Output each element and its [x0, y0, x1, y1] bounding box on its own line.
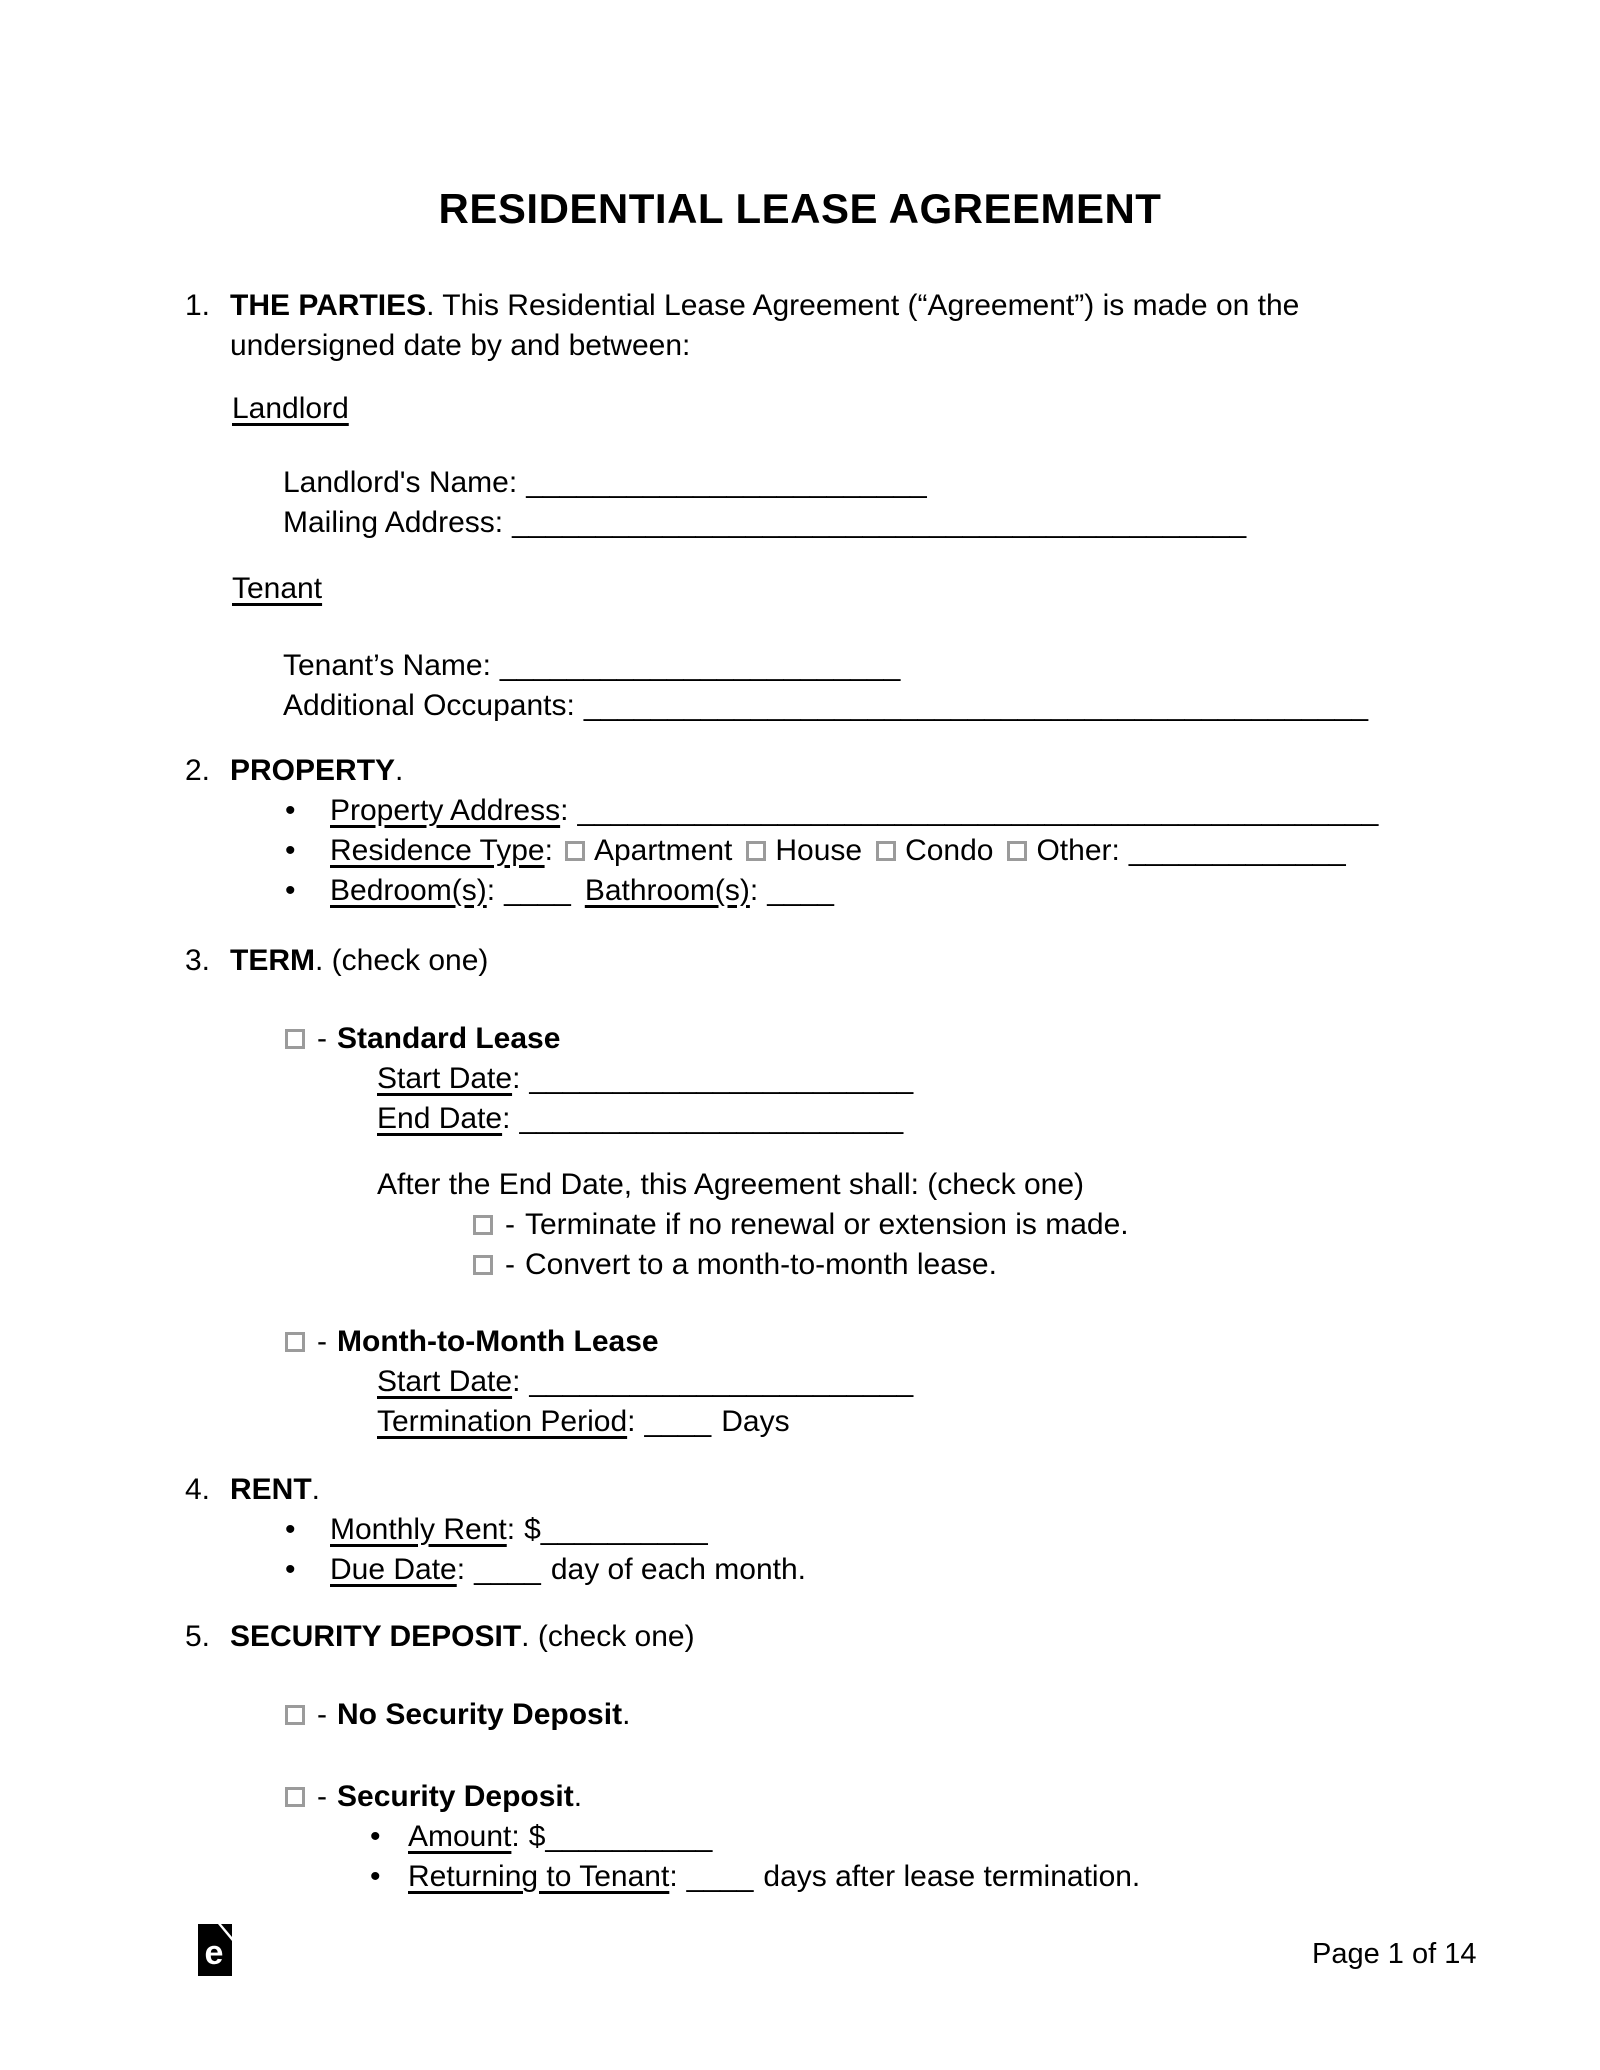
checkbox-icon	[473, 1255, 493, 1275]
amount-item	[370, 1817, 1600, 1857]
term-heading-text: TERM	[230, 944, 315, 977]
colon: :	[560, 794, 569, 827]
termination-period-row	[377, 1402, 1600, 1442]
tenant-name-row	[283, 646, 1600, 686]
residence-option-other: Other:	[1036, 834, 1120, 867]
terminate-option-label: Terminate if no renewal or extension is made.	[525, 1208, 1129, 1241]
colon: :	[482, 649, 491, 682]
landlord-name-label: Landlord's Name	[283, 466, 509, 499]
end-date-blank: _______________________	[519, 1102, 904, 1135]
due-date-label: Due Date	[330, 1553, 457, 1586]
period: .	[573, 1780, 583, 1813]
residence-type-label: Residence Type	[330, 834, 545, 867]
residence-other-blank: _____________	[1128, 834, 1346, 867]
section-property-heading	[185, 751, 1480, 791]
bedroom-label: Bedroom(s)	[330, 874, 487, 907]
section-number: 3.	[185, 944, 211, 977]
landlord-name-row	[283, 463, 1600, 503]
residence-option-condo: Condo	[905, 834, 994, 867]
amount-blank: __________	[545, 1820, 713, 1853]
colon: :	[512, 1365, 521, 1398]
property-address-blank: ________________________________________________	[577, 794, 1379, 827]
page-title: RESIDENTIAL LEASE AGREEMENT	[438, 185, 1162, 232]
checkbox-icon	[285, 1332, 305, 1352]
returning-suffix: days after lease termination.	[763, 1860, 1141, 1893]
convert-option	[473, 1245, 1600, 1285]
colon: :	[506, 1513, 516, 1546]
tenant-name-label: Tenant’s Name	[283, 649, 483, 682]
mtm-start-date-row	[377, 1362, 1600, 1402]
dash: -	[505, 1248, 515, 1281]
checkbox-icon	[1007, 841, 1027, 861]
mailing-address-label: Mailing Address	[283, 506, 495, 539]
mtm-lease-label: Month-to-Month Lease	[337, 1325, 659, 1358]
bullet-marker: •	[285, 794, 296, 827]
checkbox-icon	[565, 841, 585, 861]
colon: :	[566, 689, 575, 722]
document-icon	[198, 1924, 232, 1976]
section-number: 5.	[185, 1620, 211, 1653]
colon: :	[502, 1102, 511, 1135]
bullet-marker: •	[370, 1820, 381, 1853]
standard-lease-option	[285, 1019, 1600, 1059]
landlord-heading: Landlord	[232, 392, 349, 425]
colon: :	[456, 1553, 466, 1586]
start-date-label: Start Date	[377, 1062, 513, 1095]
section-number: 4.	[185, 1473, 211, 1506]
dash: -	[317, 1698, 327, 1731]
property-address-label: Property Address	[330, 794, 561, 827]
returning-blank: ____	[686, 1860, 754, 1893]
colon: :	[508, 466, 518, 499]
standard-end-date-row	[377, 1099, 1600, 1139]
tenant-name-blank: ________________________	[499, 649, 901, 682]
bathroom-blank: ____	[767, 874, 834, 907]
mailing-address-blank: ____________________________________________	[512, 506, 1247, 539]
dollar-sign: $	[524, 1513, 541, 1546]
rent-heading-text: RENT	[230, 1473, 312, 1506]
bullet-marker: •	[285, 1513, 296, 1546]
security-deposit-label: Security Deposit	[337, 1780, 574, 1813]
bullet-marker: •	[370, 1860, 381, 1893]
property-heading-text: PROPERTY	[230, 754, 396, 787]
section-term-heading	[185, 941, 1480, 981]
rent-heading-suffix: .	[311, 1473, 321, 1506]
amount-label: Amount	[408, 1820, 512, 1853]
colon: :	[486, 874, 496, 907]
monthly-rent-label: Monthly Rent	[330, 1513, 507, 1546]
security-heading-text: SECURITY DEPOSIT	[230, 1620, 522, 1653]
checkbox-icon	[876, 841, 896, 861]
end-date-label: End Date	[377, 1102, 503, 1135]
occupants-label: Additional Occupants	[283, 689, 567, 722]
termination-period-label: Termination Period	[377, 1405, 628, 1438]
start-date-blank: _______________________	[529, 1062, 914, 1095]
bullet-marker: •	[285, 874, 296, 907]
colon: :	[669, 1860, 678, 1893]
convert-option-label: Convert to a month-to-month lease.	[525, 1248, 997, 1281]
checkbox-icon	[285, 1029, 305, 1049]
term-heading-suffix: . (check one)	[315, 944, 489, 977]
security-heading-suffix: . (check one)	[521, 1620, 695, 1653]
occupants-blank: _______________________________________________	[583, 689, 1369, 722]
dash: -	[317, 1325, 327, 1358]
bathroom-label: Bathroom(s)	[584, 874, 750, 907]
colon: :	[512, 1062, 521, 1095]
colon: :	[627, 1405, 636, 1438]
property-heading-suffix: .	[395, 754, 404, 787]
colon: :	[511, 1820, 520, 1853]
no-security-deposit-label: No Security Deposit	[337, 1698, 623, 1731]
landlord-name-blank: ________________________	[526, 466, 927, 499]
residence-option-apartment: Apartment	[593, 834, 733, 867]
checkbox-icon	[285, 1787, 305, 1807]
section-parties-heading	[185, 286, 1480, 366]
mtm-start-date-blank: _______________________	[529, 1365, 914, 1398]
logo-letter: e	[204, 1934, 224, 1972]
checkbox-icon	[285, 1705, 305, 1725]
residence-option-house: House	[775, 834, 863, 867]
returning-label: Returning to Tenant	[408, 1860, 670, 1893]
checkbox-icon	[473, 1215, 493, 1235]
security-deposit-option	[285, 1777, 1600, 1817]
bedroom-blank: ____	[504, 874, 571, 907]
section-security-heading	[185, 1617, 1480, 1657]
monthly-rent-blank: __________	[540, 1513, 708, 1546]
mtm-lease-option	[285, 1322, 1600, 1362]
tenant-heading: Tenant	[232, 572, 323, 605]
dollar-sign: $	[528, 1820, 546, 1853]
start-date-label: Start Date	[377, 1365, 513, 1398]
section-parties-intro	[230, 286, 1299, 366]
due-date-blank: ____	[474, 1553, 541, 1586]
residence-type-item	[285, 831, 1600, 871]
checkbox-icon	[746, 841, 766, 861]
eforms-logo	[198, 1924, 232, 1987]
colon: :	[544, 834, 553, 867]
returning-item	[370, 1857, 1600, 1897]
termination-period-suffix: Days	[721, 1405, 790, 1438]
section-number: 1.	[185, 289, 211, 322]
dash: -	[317, 1780, 327, 1813]
due-date-item	[285, 1550, 1600, 1590]
bedroom-bathroom-item	[285, 871, 1600, 911]
monthly-rent-item	[285, 1510, 1600, 1550]
section-rent-heading	[185, 1470, 1480, 1510]
parties-heading-text: THE PARTIES	[230, 289, 427, 322]
parties-intro-line1	[230, 286, 1299, 326]
bullet-marker: •	[285, 1553, 296, 1586]
occupants-row	[283, 686, 1600, 726]
mailing-address-row	[283, 503, 1600, 543]
no-security-deposit-option	[285, 1695, 1600, 1735]
section-number: 2.	[185, 754, 211, 787]
period: .	[622, 1698, 631, 1731]
colon: :	[749, 874, 759, 907]
terminate-option	[473, 1205, 1600, 1245]
dash: -	[505, 1208, 515, 1241]
termination-period-blank: ____	[644, 1405, 712, 1438]
standard-lease-label: Standard Lease	[337, 1022, 561, 1055]
due-date-suffix: day of each month.	[550, 1553, 807, 1586]
parties-intro-rest: . This Residential Lease Agreement (“Agreement”) is made on the	[426, 289, 1300, 322]
page-number: Page 1 of 14	[1312, 1938, 1477, 1970]
parties-intro-line2: undersigned date by and between:	[230, 329, 691, 362]
after-end-date-note: After the End Date, this Agreement shall: (check one)	[377, 1168, 1085, 1201]
property-address-item	[285, 791, 1600, 831]
standard-start-date-row	[377, 1059, 1600, 1099]
bullet-marker: •	[285, 834, 296, 867]
colon: :	[494, 506, 504, 539]
dash: -	[317, 1022, 327, 1055]
